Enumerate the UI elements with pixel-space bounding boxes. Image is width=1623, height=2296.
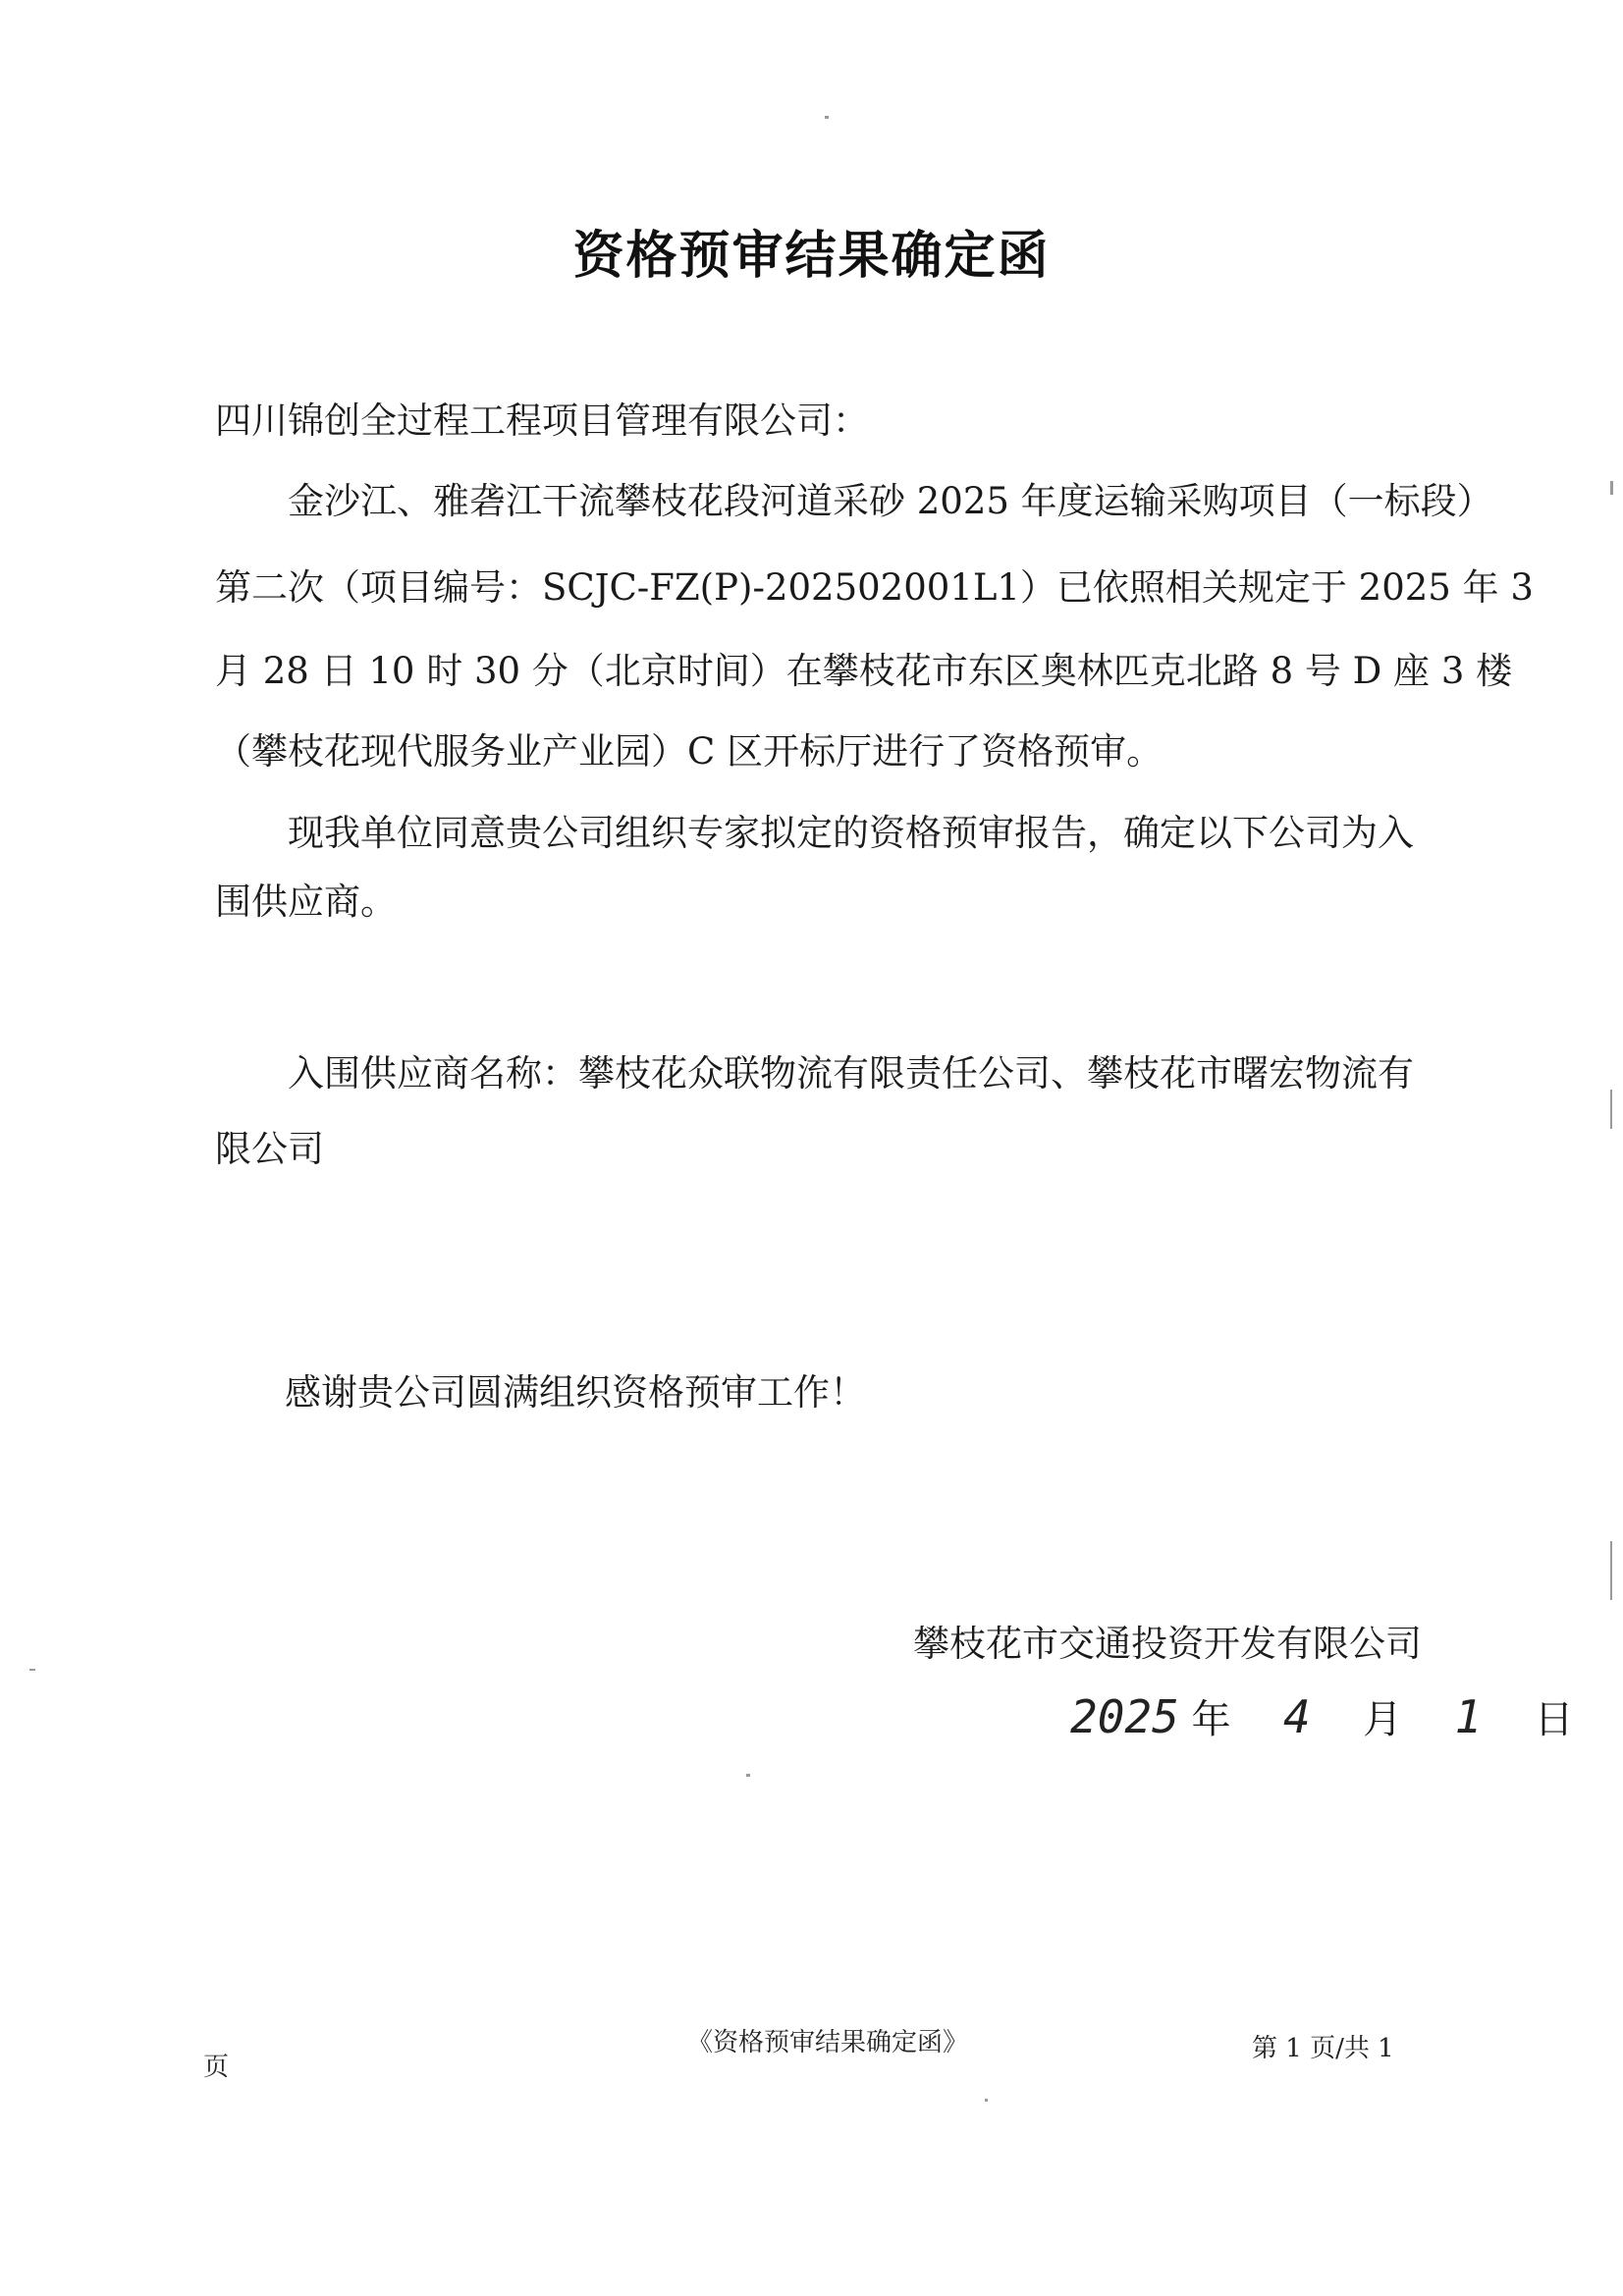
- scan-speck: [825, 116, 829, 119]
- date-month-unit: 月: [1363, 1697, 1403, 1742]
- footer-doc-name: 《资格预审结果确定函》: [687, 2028, 969, 2057]
- scan-speck: [1610, 481, 1613, 495]
- date-day: 1: [1454, 1690, 1483, 1743]
- signature-date: [1070, 1688, 1574, 1744]
- scan-speck: [29, 1669, 35, 1671]
- paragraph-1-line-4: （攀枝花现代服务业产业园）C 区开标厅进行了资格预审。: [215, 730, 1163, 773]
- issuer-name: 攀枝花市交通投资开发有限公司: [913, 1623, 1422, 1665]
- addressee: 四川锦创全过程工程项目管理有限公司：: [215, 400, 869, 442]
- footer-page-info: 第 1 页/共 1: [1252, 2034, 1394, 2063]
- paragraph-2-line-1: 现我单位同意贵公司组织专家拟定的资格预审报告，确定以下公司为入: [288, 812, 1414, 854]
- footer-page-tail: 页: [203, 2053, 230, 2082]
- scan-speck: [985, 2099, 988, 2102]
- scan-speck: [1610, 1541, 1612, 1600]
- scan-speck: [1610, 1090, 1612, 1129]
- shortlisted-suppliers-line-1: 入围供应商名称：攀枝花众联物流有限责任公司、攀枝花市曙宏物流有: [288, 1052, 1414, 1095]
- date-month: 4: [1282, 1690, 1311, 1743]
- thanks-line: 感谢贵公司圆满组织资格预审工作！: [285, 1371, 866, 1414]
- date-year: 2025: [1070, 1690, 1179, 1743]
- scan-speck: [746, 1774, 750, 1777]
- paragraph-1-line-1: 金沙江、雅砻江干流攀枝花段河道采砂 2025 年度运输采购项目（一标段）: [288, 480, 1493, 522]
- date-day-unit: 日: [1534, 1697, 1574, 1742]
- date-year-unit: 年: [1191, 1697, 1231, 1742]
- shortlisted-suppliers-line-2: 限公司: [215, 1128, 324, 1170]
- paragraph-1-line-3: 月 28 日 10 时 30 分（北京时间）在攀枝花市东区奥林匹克北路 8 号 D 座 3 楼: [215, 650, 1513, 692]
- paragraph-2-line-2: 围供应商。: [215, 881, 397, 923]
- paragraph-1-line-2: 第二次（项目编号：SCJC-FZ(P)-202502001L1）已依照相关规定于 2025 年 3: [215, 566, 1534, 609]
- document-title: 资格预审结果确定函: [572, 227, 1051, 286]
